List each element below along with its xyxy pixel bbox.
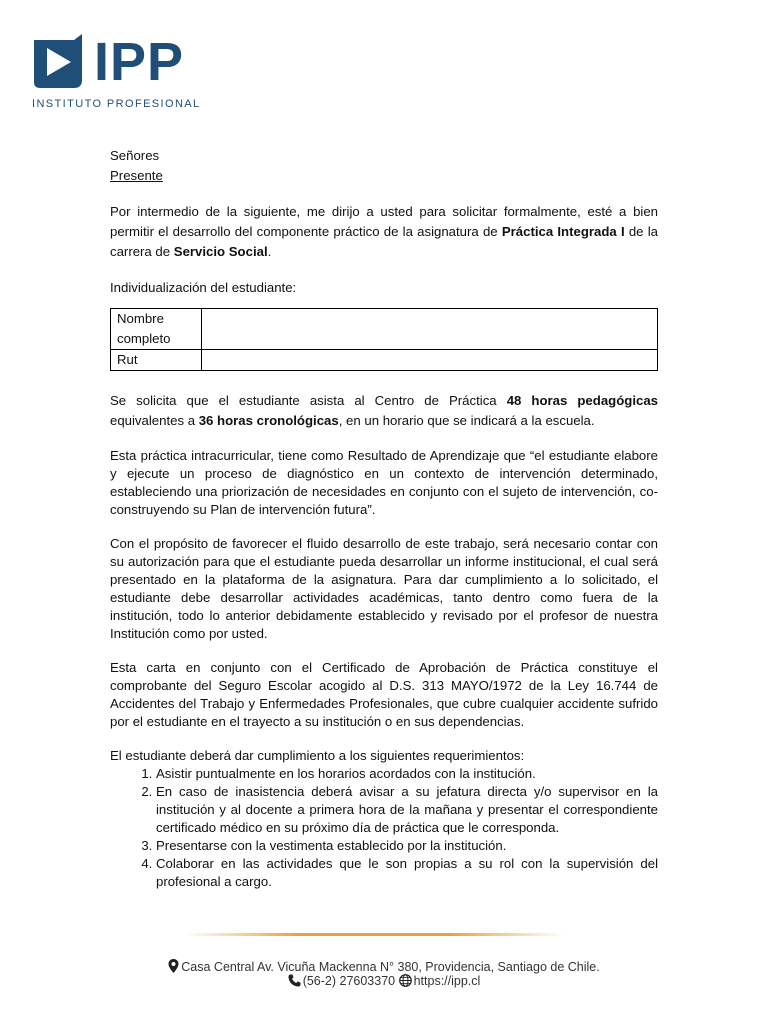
footer-address: Casa Central Av. Vicuña Mackenna N° 380, Providencia, Santiago de Chile. <box>181 960 600 974</box>
location-pin-icon <box>168 959 179 973</box>
ipp-logo <box>30 34 230 114</box>
list-item: 3. Presentarse con la vestimenta establecido por la institución. <box>156 837 658 855</box>
rut-label: Rut <box>111 350 202 371</box>
purpose-paragraph: Con el propósito de favorecer el fluido desarrollo de este trabajo, será necesario contar con su autorización para que el estudiante pueda desarrollar un informe institucional, el cual será presentado en la plataforma de la asignatura. Para dar cumplimiento a lo solicitado, el estudiante debe desarrollar actividades académicas, tanto dentro como fuera de la institución, todo lo anterior debidamente establecido y revisado por el profesor de nuestra Institución como por usted. <box>110 536 658 641</box>
name-field[interactable] <box>202 309 658 350</box>
list-item: 2. En caso de inasistencia deberá avisar a su jefatura directa y/o supervisor en la institución y al docente a primera hora de la mañana y presentar el correspondiente certificado médico en su próximo día de práctica que le corresponda. <box>156 783 658 837</box>
chronologic-hours: 36 horas cronológicas <box>198 413 339 428</box>
play-logo-icon <box>30 34 86 90</box>
salutation: Señores <box>110 148 160 163</box>
insurance-paragraph: Esta carta en conjunto con el Certificado de Aprobación de Práctica constituye el comprobante del Seguro Escolar acogido al D.S. 313 MAYO/1972 de la Ley 16.744 de Accidentes del Trabajo y Enfermedades Profesionales, que cubre cualquier accidente sufrido por el estudiante en el trayecto a su institución o en sus dependencias. <box>110 660 658 729</box>
intro-paragraph <box>110 202 658 262</box>
hours-paragraph <box>110 391 658 431</box>
hours-text-3: , en un horario que se indicará a la escuela. <box>338 413 595 428</box>
table-row <box>111 309 658 350</box>
intro-text-3: . <box>267 244 272 259</box>
name-label: Nombre completo <box>111 309 202 350</box>
intro-text-1: Por intermedio de la siguiente, me dirijo a usted para solicitar formalmente, esté a bien permitir el desarrollo del componente práctico de la asignatura de <box>110 204 658 239</box>
list-item: 4. Colaborar en las actividades que le son propias a su rol con la supervisión del profesional a cargo. <box>156 855 658 891</box>
requirements-list <box>110 765 658 891</box>
career-name: Servicio Social <box>173 244 268 259</box>
presente-label: Presente <box>110 168 163 183</box>
logo-text: IPP <box>94 32 185 92</box>
letter-body <box>110 146 658 891</box>
footer-website[interactable]: https://ipp.cl <box>413 974 481 988</box>
table-row <box>111 350 658 371</box>
requirements-heading: El estudiante deberá dar cumplimiento a los siguientes requerimientos: <box>110 748 525 763</box>
hours-text-1: Se solicita que el estudiante asista al Centro de Práctica <box>110 393 507 408</box>
hours-text-2: equivalentes a <box>110 413 199 428</box>
indiv-heading: Individualización del estudiante: <box>110 280 297 295</box>
intro-text-2: de la carrera de <box>110 224 658 259</box>
footer-phone: (56-2) 27603370 <box>302 974 396 988</box>
list-item: 1. Asistir puntualmente en los horarios acordados con la institución. <box>156 765 658 783</box>
course-name: Práctica Integrada I <box>501 224 625 239</box>
footer-divider <box>184 933 564 936</box>
footer-address-line <box>0 959 768 974</box>
footer-contact-line <box>0 974 768 988</box>
phone-icon <box>288 974 301 987</box>
learning-paragraph: Esta práctica intracurricular, tiene como Resultado de Aprendizaje que “el estudiante elabore y ejecute un proceso de diagnóstico en un contexto de intervención determinado, estableciendo una priorización de necesidades en conjunto con el sujeto de intervención, co-construyendo su Plan de intervención futura”. <box>110 448 658 517</box>
pedagogic-hours: 48 horas pedagógicas <box>506 393 658 408</box>
rut-field[interactable] <box>202 350 658 371</box>
student-table <box>110 308 658 371</box>
logo-subtitle: INSTITUTO PROFESIONAL <box>32 98 201 110</box>
globe-icon <box>399 974 412 987</box>
